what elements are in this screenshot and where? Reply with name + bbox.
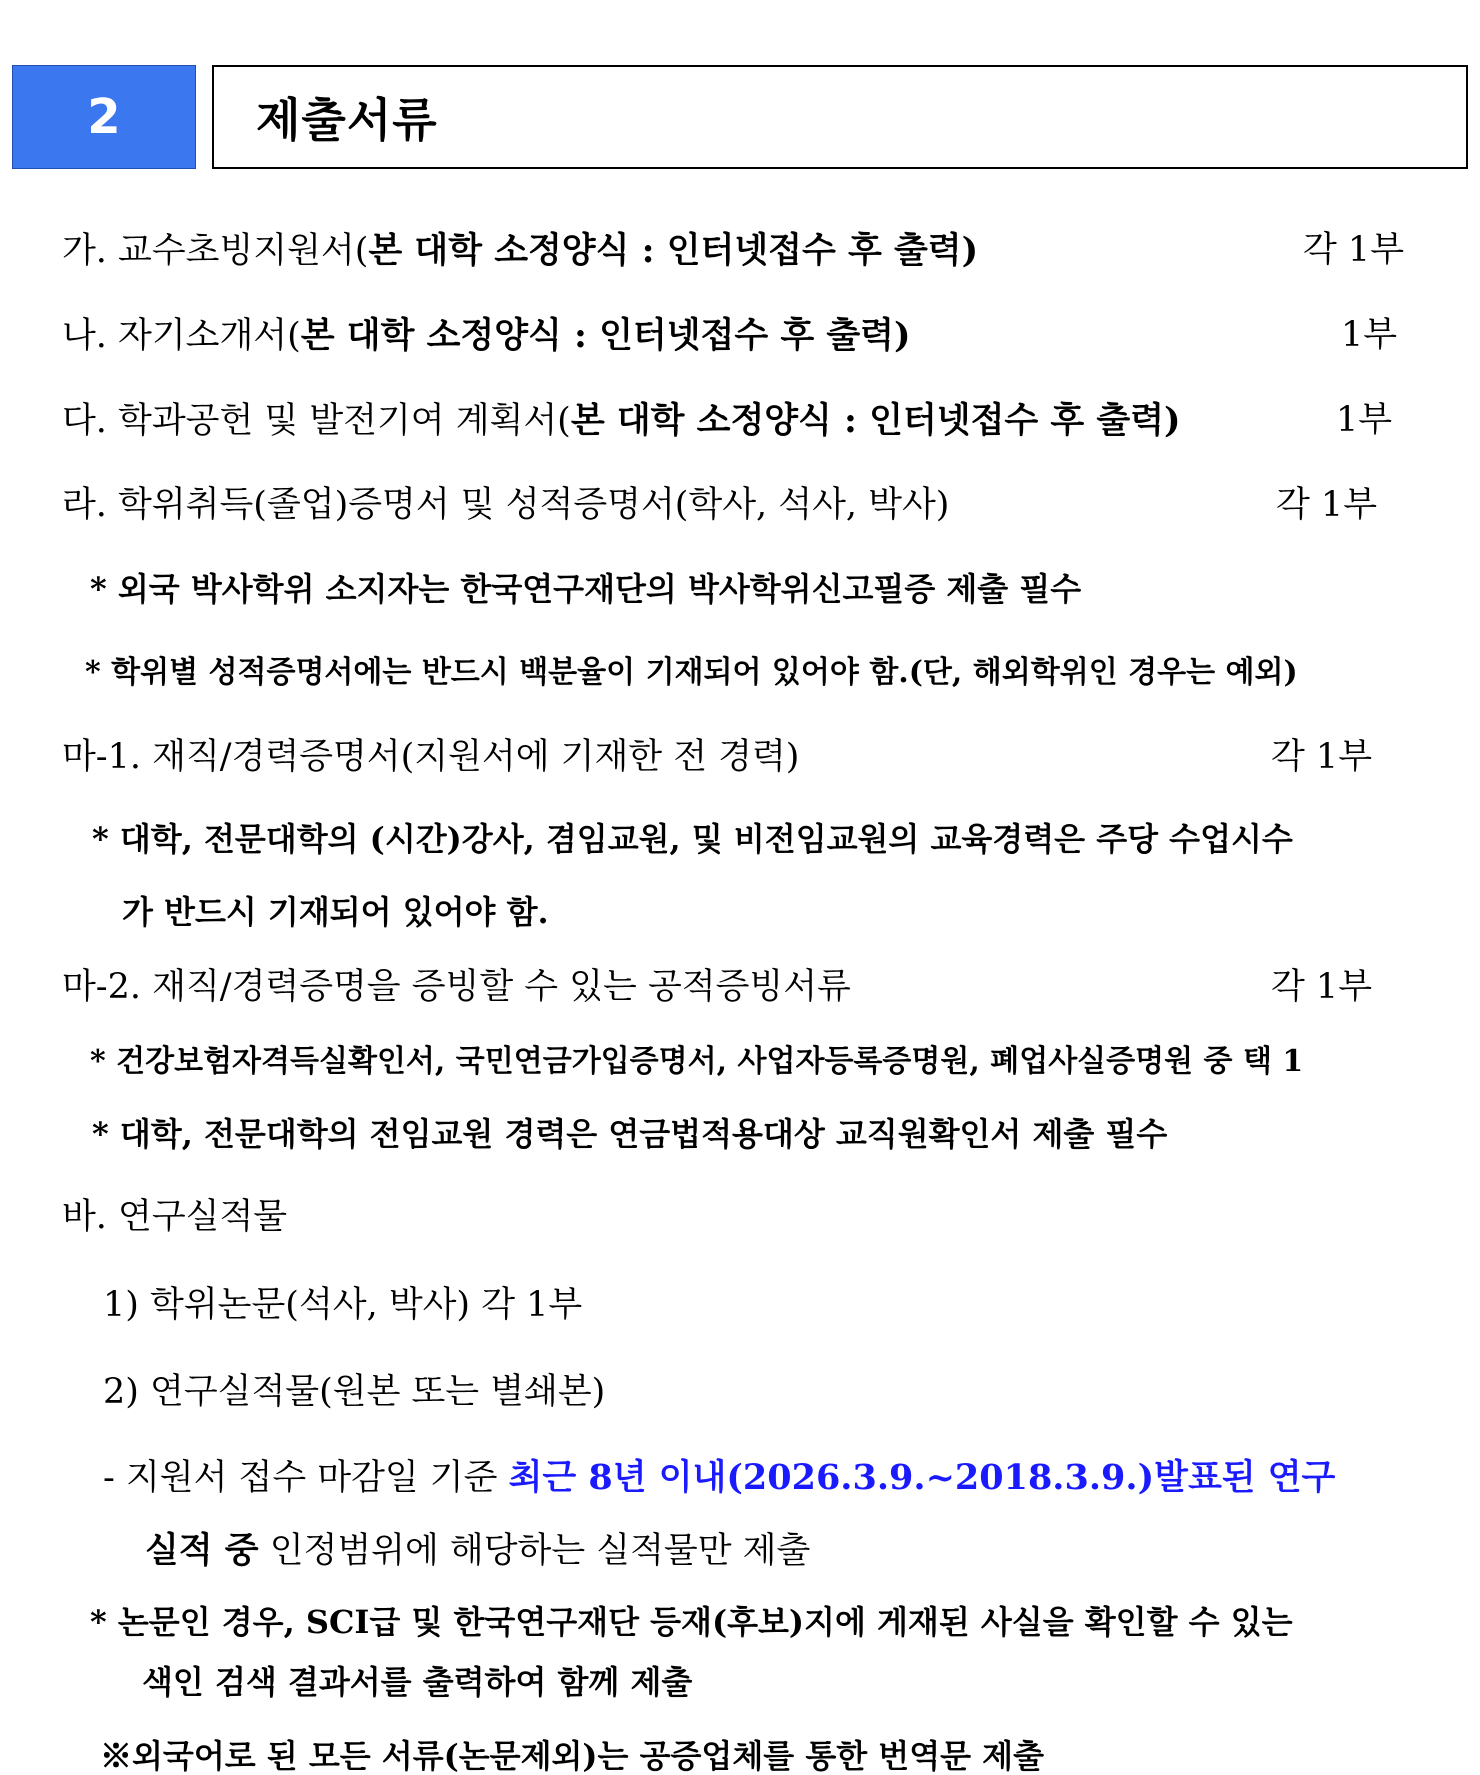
item-na — [62, 315, 911, 356]
item-ba-note-line1: * 논문인 경우, SCI급 및 한국연구재단 등재(후보)지에 게재된 사실을 확인할 수 있는 — [90, 1603, 1293, 1641]
item-ma2-note2: * 대학, 전문대학의 전임교원 경력은 연금법적용대상 교직원확인서 제출 필수 — [92, 1115, 1168, 1153]
item-ba-dash-cont-rest: 인정범위에 해당하는 실적물만 제출 — [258, 1531, 811, 1571]
item-ba-note-line2: 색인 검색 결과서를 출력하여 함께 제출 — [142, 1663, 693, 1701]
item-ma2-count: 각 1부 — [1271, 967, 1373, 1007]
item-ba: 바. 연구실적물 — [62, 1197, 288, 1237]
item-na-prefix: 나. 자기소개서( — [62, 316, 301, 356]
item-da — [62, 400, 1181, 441]
item-da-count: 1부 — [1336, 400, 1393, 440]
item-ma1-note-line1: * 대학, 전문대학의 (시간)강사, 겸임교원, 및 비전임교원의 교육경력은 주당 수업시수 — [92, 820, 1293, 858]
item-ga-prefix: 가. 교수초빙지원서( — [62, 231, 369, 271]
section-title: 제출서류 — [212, 65, 1468, 169]
final-note: ※외국어로 된 모든 서류(논문제외)는 공증업체를 통한 번역문 제출 — [100, 1737, 1044, 1775]
item-ma2: 마-2. 재직/경력증명을 증빙할 수 있는 공적증빙서류 — [62, 967, 851, 1007]
item-ga-count: 각 1부 — [1303, 230, 1405, 270]
item-ba-dash-highlight: 최근 8년 이내(2026.3.9.~2018.3.9.)발표된 연구 — [508, 1457, 1336, 1498]
item-ba-dash-cont-bold: 실적 중 — [145, 1530, 259, 1571]
item-ma1: 마-1. 재직/경력증명서(지원서에 기재한 전 경력) — [62, 737, 800, 777]
item-ra-note2: * 학위별 성적증명서에는 반드시 백분율이 기재되어 있어야 함.(단, 해외학위인 경우는 예외) — [85, 655, 1298, 690]
item-ma1-note-line2: 가 반드시 기재되어 있어야 함. — [122, 893, 549, 931]
item-ra: 라. 학위취득(졸업)증명서 및 성적증명서(학사, 석사, 박사) — [62, 485, 950, 525]
item-na-count: 1부 — [1341, 315, 1398, 355]
item-ba-2: 2) 연구실적물(원본 또는 별쇄본) — [103, 1372, 606, 1412]
item-da-bold: 본 대학 소정양식 : 인터넷접수 후 출력) — [570, 400, 1181, 441]
item-da-prefix: 다. 학과공헌 및 발전기여 계획서( — [62, 401, 571, 441]
item-na-bold: 본 대학 소정양식 : 인터넷접수 후 출력) — [300, 315, 911, 356]
item-ra-note1: * 외국 박사학위 소지자는 한국연구재단의 박사학위신고필증 제출 필수 — [90, 570, 1082, 608]
item-ba-dash-prefix: - 지원서 접수 마감일 기준 — [103, 1458, 509, 1498]
item-ra-count: 각 1부 — [1276, 485, 1378, 525]
item-ma1-count: 각 1부 — [1271, 737, 1373, 777]
item-ga-bold: 본 대학 소정양식 : 인터넷접수 후 출력) — [368, 230, 979, 271]
item-ba-dash-cont — [145, 1530, 811, 1571]
item-ba-1: 1) 학위논문(석사, 박사) 각 1부 — [103, 1285, 583, 1325]
item-ga — [62, 230, 979, 271]
section-number: 2 — [12, 65, 196, 169]
item-ba-dash — [103, 1457, 1336, 1498]
section-header — [12, 65, 1468, 169]
item-ma2-note1: * 건강보험자격득실확인서, 국민연금가입증명서, 사업자등록증명원, 폐업사실증명원 중 택 1 — [90, 1044, 1304, 1079]
